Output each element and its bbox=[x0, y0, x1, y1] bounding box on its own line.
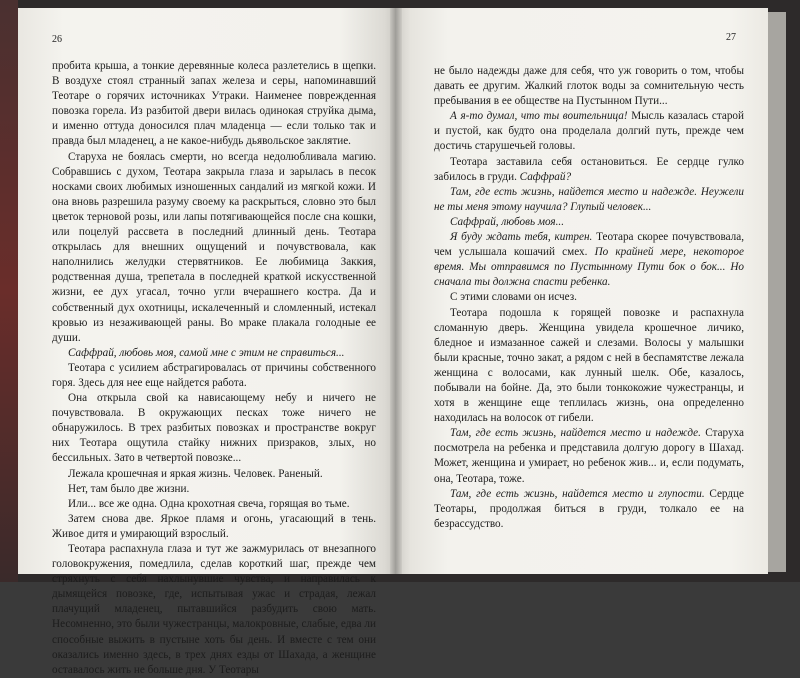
paragraph-text: Теотара распахнула глаза и тут же зажмурилась от внезапного головокружения, помедлила, сделав короткий шаг, прежде чем стряхнуть с себя нахлынувшие чувства, и направилась к дымящейся повозке, где, испытывая ужас и страдая, лежал плачущий младенец, пытавшийся разбудить свою мать. Несомненно, это были чужестранцы, малокровные, слабые, едва ли способные выжить в пустыне хоть бы день. И вместе с тем они оказались именно здесь, в трех днях езды от Шахада, а женщине оставалось жить не больше дня. У Теотары bbox=[52, 543, 376, 676]
paragraph-text: Сердце Теотары, продолжая биться в груди, толкало ее на безрассудство. bbox=[434, 487, 745, 530]
paragraph bbox=[434, 155, 744, 185]
paragraph bbox=[52, 59, 376, 150]
paragraph-text: Теотара подошла к горящей повозке и распахнула сломанную дверь. Женщина увидела крошечное личико, бледное и измазанное сажей и слезами. Волосы у малышки были красные, точно закат, а рядом с ней в беспамятстве лежала женщина с волосами, как лунный шелк. Обе, казалось, побывали на бойне. Да, это были тонкокожие чужестранцы, и хотя в женщине еще теплилась жизнь, она определенно находилась на волосок от гибели. bbox=[434, 306, 744, 425]
page-number-right: 27 bbox=[726, 32, 736, 43]
italic-text: А я-то думал, что ты воительница! bbox=[450, 110, 628, 123]
paragraph bbox=[434, 109, 744, 154]
paragraph bbox=[52, 467, 376, 482]
book-cover-edge bbox=[0, 0, 18, 582]
paragraph bbox=[52, 512, 376, 542]
paragraph-text: Затем снова две. Яркое пламя и огонь, угасающий в тень. Живое дитя и умирающий взрослый. bbox=[52, 512, 376, 540]
open-book bbox=[18, 8, 786, 676]
right-page-text bbox=[434, 64, 744, 532]
paragraph bbox=[52, 497, 376, 512]
left-page bbox=[18, 8, 396, 676]
paragraph-text: Теотара скорее почувствовала, чем услышала кошачий смех. bbox=[434, 231, 744, 259]
right-page bbox=[396, 8, 768, 574]
book-spine bbox=[390, 8, 402, 574]
paragraph-text: не было надежды даже для себя, что уж говорить о том, чтобы давать ее другим. Жалкий глоток воды за сомнительную честь пребывания в ее обществе на Пустынном Пути... bbox=[434, 65, 744, 108]
paragraph bbox=[52, 346, 376, 361]
paragraph-text: Теотара с усилием абстрагировалась от причины собственного горя. Здесь для нее еще найдется работа. bbox=[52, 361, 376, 389]
paragraph-text: С этими словами он исчез. bbox=[450, 291, 577, 304]
italic-text: Я буду ждать тебя, китрен. bbox=[450, 231, 593, 244]
paragraph bbox=[434, 64, 744, 109]
paragraph bbox=[434, 230, 744, 290]
paragraph bbox=[434, 306, 744, 427]
paragraph bbox=[434, 290, 744, 305]
left-page-text bbox=[52, 59, 376, 678]
italic-text: Там, где есть жизнь, найдется место и надежде. bbox=[450, 427, 701, 440]
page-edges bbox=[768, 12, 786, 572]
italic-text: По крайней мере, некоторое время. Мы отправимся по Пустынному Пути бок о бок... Но сначала ты должна спасти ребенка. bbox=[434, 246, 744, 289]
paragraph-text: Нет, там было две жизни. bbox=[68, 482, 190, 495]
italic-text: Там, где есть жизнь, найдется место и надежде. Неужели не ты меня этому научила? Глупый человек... bbox=[434, 185, 744, 213]
paragraph bbox=[434, 487, 744, 532]
paragraph bbox=[52, 482, 376, 497]
paragraph-text: Мысль казалась старой и пустой, как будто она проделала долгий путь, прежде чем достичь старушечьей головы. bbox=[434, 110, 745, 153]
paragraph bbox=[52, 150, 376, 346]
paragraph bbox=[52, 391, 376, 466]
paragraph-text: пробита крыша, а тонкие деревянные колеса разлетелись в щепки. В воздухе стоял странный запах железа и серы, напоминавший Теотаре о горячих источниках Утраки. Наименее поврежденная повозка горела. Из разбитой двери вилась одинокая струйка дыма, и именно оттуда доносился плач младенца — если только так и правда был младенец, а не какое-нибудь дьявольское заклятие. bbox=[52, 60, 376, 148]
paragraph bbox=[434, 185, 744, 215]
paragraph bbox=[434, 426, 744, 486]
italic-text: Саффрай, любовь моя, самой мне с этим не справиться... bbox=[68, 346, 345, 359]
paragraph-text: Она открыла свой ка нависающему небу и ничего не почувствовала. В окружающих песках тоже ничего не обнаружилось. В трех разбитых повозках и пространстве вокруг них Теотара ощутила стайку нижних призраков, злых, но бессильных. Зато в четвертой повозке... bbox=[52, 392, 376, 465]
italic-text: Саффрай, любовь моя... bbox=[450, 215, 565, 228]
paragraph bbox=[52, 542, 376, 678]
paragraph-text: Теотара заставила себя остановиться. Ее сердце гулко забилось в груди. bbox=[434, 155, 744, 183]
paragraph bbox=[434, 215, 744, 230]
italic-text: Там, где есть жизнь, найдется место и глупости. bbox=[450, 487, 705, 500]
paragraph-text: Или... все же одна. Одна крохотная свеча, горящая во тьме. bbox=[68, 497, 350, 510]
paragraph-text: Старуха не боялась смерти, но всегда недолюбливала магию. Собравшись с духом, Теотара закрыла глаза и зарылась в песок носками своих любимых изношенных сандалий из мягкой кожи. И она вновь разрешила разуму своему ка раскрыться, словно это был цветок терновой розы, или лапы потягивающейся после сна кошки, или поцелуй рассвета в последний длинный день. Теотара открылась для внешних ощущений и почувствовала, как наполнились желудки стервятников. Ее любимица Заккия, родственная душа, трепетала в последней краткой искусственной жизни, ее дух угасал, точно угли вчерашнего костра. Да и собственный дух охотницы, искалеченный и сломленный, истекал кровью из незаживающей раны. Во мраке плакала голодные ее души. bbox=[52, 150, 376, 344]
italic-text: Саффрай? bbox=[519, 170, 572, 183]
paragraph bbox=[52, 361, 376, 391]
page-number-left: 26 bbox=[52, 34, 62, 45]
paragraph-text: Лежала крошечная и яркая жизнь. Человек. Раненый. bbox=[68, 467, 323, 480]
paragraph-text: Старуха посмотрела на ребенка и представила долгую дорогу в Шахад. Может, женщина и умирает, но ребенок жив... и, если подумать, она, Теотара, тоже. bbox=[434, 427, 744, 485]
